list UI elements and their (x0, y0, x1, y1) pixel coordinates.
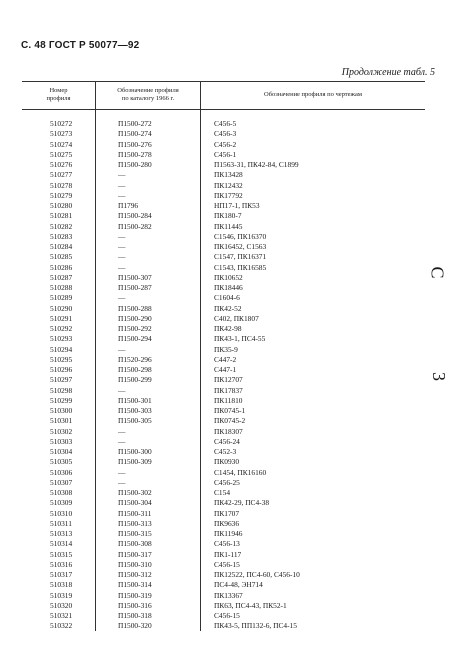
catalog-designation-cell: П1500-320 (118, 621, 152, 631)
table-row (22, 550, 425, 560)
catalog-designation-cell: П1500-282 (118, 221, 152, 231)
table-row (22, 211, 425, 221)
catalog-designation-cell: П1500-272 (118, 119, 152, 128)
drawing-designation-cell: ПК63, ПС4-43, ПК52-1 (214, 600, 287, 610)
drawing-designation-cell: НП17-1, ПК53 (214, 201, 260, 210)
catalog-designation-cell: — (118, 293, 126, 303)
profile-number-cell: 510303 (50, 436, 73, 446)
table-row (22, 498, 425, 508)
catalog-designation-cell: П1500-311 (118, 508, 152, 518)
table-row (22, 621, 425, 631)
profile-number-cell: 510314 (50, 539, 73, 549)
table-body (22, 119, 425, 632)
profile-number-cell: 510319 (50, 590, 73, 600)
profile-number-cell: 510286 (50, 262, 73, 272)
drawing-designation-cell: С456-25 (214, 477, 240, 487)
profile-number-cell: 510287 (50, 272, 73, 282)
drawing-designation-cell: ПК42-29, ПС4-38 (214, 498, 270, 508)
table-row (22, 324, 425, 334)
table-row (22, 396, 425, 406)
catalog-designation-cell: П1500-314 (118, 580, 152, 590)
drawing-designation-cell: С456-15 (214, 559, 240, 569)
drawing-designation-cell: ПК0745-2 (214, 416, 246, 426)
table-row (22, 129, 425, 139)
drawing-designation-cell: С154 (214, 488, 231, 497)
drawing-designation-cell: С456-15 (214, 611, 240, 620)
drawing-designation-cell: ПК13367 (214, 590, 243, 600)
catalog-designation-cell: П1500-313 (118, 518, 152, 528)
table-row (22, 437, 425, 447)
profile-number-cell: 510295 (50, 354, 73, 364)
table-row (22, 416, 425, 426)
profile-number-cell: 510321 (50, 611, 73, 620)
catalog-designation-cell: П1520-296 (118, 354, 152, 364)
table-row (22, 570, 425, 580)
header-drawing-label: Обозначение профиля по чертежам (264, 90, 362, 98)
drawing-designation-cell: С456-1 (214, 149, 237, 159)
profile-number-cell: 510288 (50, 283, 73, 292)
drawing-designation-cell: П1563-31, ПК42-84, С1899 (214, 160, 299, 169)
profile-number-cell: 510284 (50, 242, 73, 251)
profile-number-cell: 510292 (50, 324, 73, 333)
drawing-designation-cell: С1547, ПК16371 (214, 252, 267, 262)
catalog-designation-cell: П1500-278 (118, 149, 152, 159)
drawing-designation-cell: ПК11946 (214, 529, 243, 538)
profile-number-cell: 510282 (50, 221, 73, 231)
table-row (22, 355, 425, 365)
profile-number-cell: 510276 (50, 160, 73, 169)
table-row (22, 334, 425, 344)
table-row (22, 509, 425, 519)
table-row (22, 560, 425, 570)
catalog-designation-cell: П1500-317 (118, 549, 152, 559)
catalog-designation-cell: П1500-319 (118, 590, 152, 600)
drawing-designation-cell: С447-2 (214, 354, 237, 364)
header-profile-number (22, 81, 95, 108)
catalog-designation-cell: П1500-303 (118, 406, 152, 415)
table-row (22, 529, 425, 539)
table-continuation-label: Продолжение табл. 5 (341, 67, 435, 78)
catalog-designation-cell: П1500-276 (118, 139, 152, 149)
profile-number-cell: 510299 (50, 395, 73, 405)
catalog-designation-cell: П1500-298 (118, 365, 152, 374)
table-row (22, 314, 425, 324)
catalog-designation-cell: П1500-305 (118, 416, 152, 426)
table-row (22, 345, 425, 355)
drawing-designation-cell: ПК35-9 (214, 344, 238, 354)
profile-number-cell: 510310 (50, 508, 73, 518)
drawing-designation-cell: С456-3 (214, 129, 237, 139)
table-row (22, 611, 425, 621)
catalog-designation-cell: П1500-312 (118, 570, 152, 579)
catalog-designation-cell: П1500-300 (118, 447, 152, 456)
drawing-designation-cell: ПК10652 (214, 272, 243, 282)
drawing-designation-cell: ПК11810 (214, 395, 243, 405)
drawing-designation-cell: С456-24 (214, 436, 240, 446)
drawing-designation-cell: С1454, ПК16160 (214, 467, 267, 477)
header-catalog-designation (96, 81, 200, 108)
drawing-designation-cell: С1546, ПК16370 (214, 231, 267, 241)
profile-number-cell: 510296 (50, 365, 73, 374)
profile-number-cell: 510277 (50, 170, 73, 180)
table-row (22, 170, 425, 180)
table-row (22, 406, 425, 416)
table-row (22, 488, 425, 498)
profile-number-cell: 510281 (50, 211, 73, 221)
table-row (22, 181, 425, 191)
table-row (22, 119, 425, 129)
table-row (22, 232, 425, 242)
catalog-designation-cell: П1500-292 (118, 324, 152, 333)
drawing-designation-cell: ПК11445 (214, 221, 243, 231)
catalog-designation-cell: — (118, 242, 126, 251)
drawing-designation-cell: С1543, ПК16585 (214, 262, 267, 272)
catalog-designation-cell: П1500-309 (118, 457, 152, 467)
catalog-designation-cell: П1796 (118, 201, 139, 210)
table-row (22, 222, 425, 232)
catalog-designation-cell: П1500-310 (118, 559, 152, 569)
profile-number-cell: 510320 (50, 600, 73, 610)
drawing-designation-cell: ПС4-48, ЭН714 (214, 580, 263, 590)
drawing-designation-cell: С456-5 (214, 119, 237, 128)
catalog-designation-cell: — (118, 262, 126, 272)
catalog-designation-cell: П1500-304 (118, 498, 152, 508)
table-row (22, 386, 425, 396)
profile-number-cell: 510298 (50, 385, 73, 395)
drawing-designation-cell: ПК17837 (214, 385, 243, 395)
profile-number-cell: 510315 (50, 549, 73, 559)
page-header: С. 48 ГОСТ Р 50077—92 (21, 40, 140, 51)
profile-number-cell: 510289 (50, 293, 73, 303)
catalog-designation-cell: П1500-280 (118, 160, 152, 169)
table-row (22, 273, 425, 283)
drawing-designation-cell: ПК9636 (214, 518, 240, 528)
catalog-designation-cell: — (118, 252, 126, 262)
catalog-designation-cell: — (118, 467, 126, 477)
table-row (22, 375, 425, 385)
catalog-designation-cell: П1500-308 (118, 539, 152, 549)
catalog-designation-cell: П1500-294 (118, 334, 152, 344)
header-profile-number-line1: Номер (49, 86, 68, 94)
table-row (22, 140, 425, 150)
catalog-designation-cell: П1500-299 (118, 375, 152, 385)
drawing-designation-cell: С1604-6 (214, 293, 240, 303)
profile-number-cell: 510293 (50, 334, 73, 344)
profile-number-cell: 510278 (50, 180, 73, 190)
profile-number-cell: 510322 (50, 621, 73, 631)
profile-number-cell: 510283 (50, 231, 73, 241)
table-row (22, 191, 425, 201)
catalog-designation-cell: — (118, 436, 126, 446)
table-row (22, 201, 425, 211)
profile-number-cell: 510280 (50, 201, 73, 210)
side-margin-mark-c: С (427, 266, 448, 279)
table-row (22, 150, 425, 160)
profile-number-cell: 510313 (50, 529, 73, 538)
catalog-designation-cell: П1500-301 (118, 395, 152, 405)
profile-number-cell: 510297 (50, 375, 73, 385)
profile-number-cell: 510307 (50, 477, 73, 487)
table-row (22, 242, 425, 252)
catalog-designation-cell: П1500-284 (118, 211, 152, 221)
table-row (22, 468, 425, 478)
profile-number-cell: 510305 (50, 457, 73, 467)
catalog-designation-cell: — (118, 170, 126, 180)
profile-number-cell: 510279 (50, 190, 73, 200)
drawing-designation-cell: ПК1-117 (214, 549, 242, 559)
catalog-designation-cell: — (118, 426, 126, 436)
profile-number-cell: 510272 (50, 119, 73, 128)
profile-number-cell: 510302 (50, 426, 73, 436)
table-row (22, 304, 425, 314)
drawing-designation-cell: ПК1707 (214, 508, 240, 518)
profile-number-cell: 510275 (50, 149, 73, 159)
drawing-designation-cell: ПК18446 (214, 283, 243, 292)
profile-number-cell: 510318 (50, 580, 73, 590)
drawing-designation-cell: ПК43-5, ПП132-6, ПС4-15 (214, 621, 297, 631)
drawing-designation-cell: ПК42-52 (214, 303, 242, 313)
profile-number-cell: 510317 (50, 570, 73, 579)
catalog-designation-cell: П1500-318 (118, 611, 152, 620)
header-catalog-line1: Обозначение профиля (117, 86, 179, 94)
drawing-designation-cell: ПК12707 (214, 375, 243, 385)
drawing-designation-cell: ПК13428 (214, 170, 243, 180)
table-row (22, 427, 425, 437)
profile-number-cell: 510285 (50, 252, 73, 262)
catalog-designation-cell: П1500-302 (118, 488, 152, 497)
profile-number-cell: 510274 (50, 139, 73, 149)
header-profile-number-line2: профиля (46, 94, 71, 102)
side-margin-mark-3: 3 (429, 372, 449, 381)
drawing-designation-cell: С447-1 (214, 365, 237, 374)
table-row (22, 293, 425, 303)
profile-number-cell: 510304 (50, 447, 73, 456)
table-row (22, 580, 425, 590)
profile-number-cell: 510291 (50, 313, 73, 323)
catalog-designation-cell: П1500-307 (118, 272, 152, 282)
table-row (22, 263, 425, 273)
table-row (22, 252, 425, 262)
catalog-designation-cell: — (118, 344, 126, 354)
table-row (22, 519, 425, 529)
catalog-designation-cell: П1500-316 (118, 600, 152, 610)
catalog-designation-cell: — (118, 190, 126, 200)
drawing-designation-cell: ПК42-98 (214, 324, 242, 333)
profile-number-cell: 510311 (50, 518, 72, 528)
catalog-designation-cell: — (118, 477, 126, 487)
drawing-designation-cell: С402, ПК1807 (214, 313, 259, 323)
profile-number-cell: 510309 (50, 498, 73, 508)
table-row (22, 601, 425, 611)
profile-number-cell: 510306 (50, 467, 73, 477)
drawing-designation-cell: ПК0745-1 (214, 406, 246, 415)
table-row (22, 478, 425, 488)
table-header-rule (22, 109, 425, 110)
table-row (22, 447, 425, 457)
catalog-designation-cell: П1500-315 (118, 529, 152, 538)
header-catalog-line2: по каталогу 1966 г. (121, 94, 175, 102)
drawing-designation-cell: ПК18307 (214, 426, 243, 436)
table-row (22, 457, 425, 467)
profile-table (22, 81, 425, 631)
drawing-designation-cell: С452-3 (214, 447, 237, 456)
catalog-designation-cell: — (118, 231, 126, 241)
profile-number-cell: 510301 (50, 416, 73, 426)
drawing-designation-cell: ПК17792 (214, 190, 243, 200)
table-row (22, 539, 425, 549)
drawing-designation-cell: С456-13 (214, 539, 240, 549)
drawing-designation-cell: ПК43-1, ПС4-55 (214, 334, 266, 344)
header-drawing-designation (201, 81, 425, 108)
table-row (22, 591, 425, 601)
drawing-designation-cell: С456-2 (214, 139, 237, 149)
profile-number-cell: 510294 (50, 344, 73, 354)
profile-number-cell: 510273 (50, 129, 73, 139)
catalog-designation-cell: — (118, 180, 126, 190)
profile-number-cell: 510300 (50, 406, 73, 415)
profile-number-cell: 510308 (50, 488, 73, 497)
table-row (22, 160, 425, 170)
catalog-designation-cell: — (118, 385, 126, 395)
drawing-designation-cell: ПК12522, ПС4-60, С456-10 (214, 570, 300, 579)
catalog-designation-cell: П1500-290 (118, 313, 152, 323)
catalog-designation-cell: П1500-274 (118, 129, 152, 139)
drawing-designation-cell: ПК0930 (214, 457, 240, 467)
drawing-designation-cell: ПК180-7 (214, 211, 242, 221)
drawing-designation-cell: ПК16452, С1563 (214, 242, 267, 251)
profile-number-cell: 510316 (50, 559, 73, 569)
catalog-designation-cell: П1500-287 (118, 283, 152, 292)
drawing-designation-cell: ПК12432 (214, 180, 243, 190)
profile-number-cell: 510290 (50, 303, 73, 313)
table-row (22, 283, 425, 293)
catalog-designation-cell: П1500-288 (118, 303, 152, 313)
table-row (22, 365, 425, 375)
